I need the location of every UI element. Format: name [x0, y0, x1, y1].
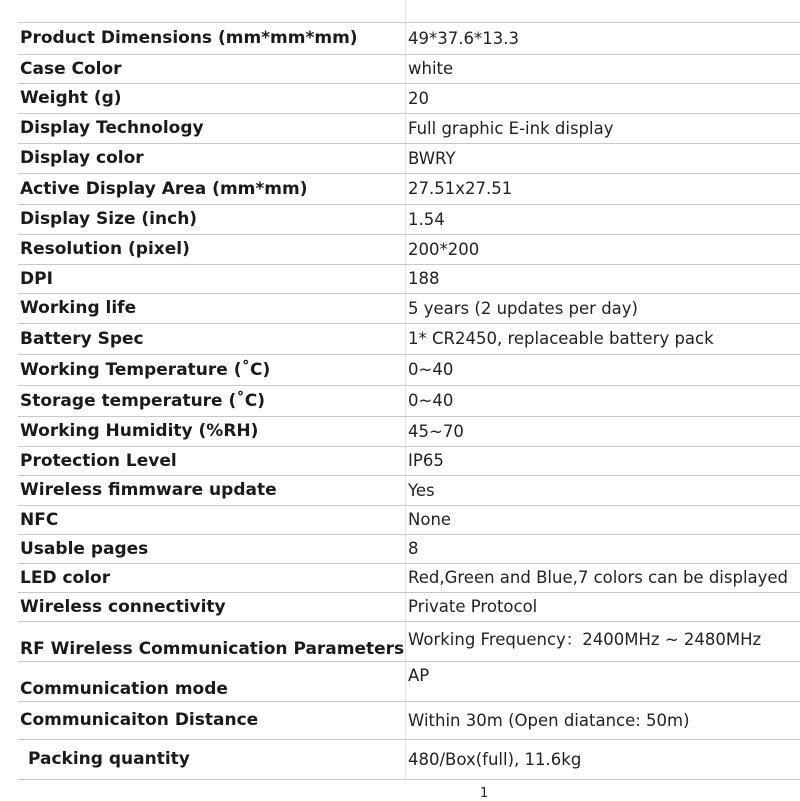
spec-label: LED color [18, 563, 406, 592]
spec-value: 8 [406, 534, 800, 563]
spec-value: 1* CR2450, replaceable battery pack [406, 323, 800, 354]
table-row [18, 0, 800, 22]
spec-value: white [406, 54, 800, 83]
page-number: 1 [480, 786, 489, 801]
spec-label: Battery Spec [18, 323, 406, 354]
table-row [18, 621, 800, 661]
spec-value [406, 0, 800, 22]
spec-label: Weight (g) [18, 83, 406, 113]
spec-label: Communication mode [18, 661, 406, 701]
table-row [18, 592, 800, 621]
spec-value: 0~40 [406, 385, 800, 416]
spec-label: DPI [18, 264, 406, 293]
spec-label: Protection Level [18, 446, 406, 475]
spec-value: Full graphic E-ink display [406, 113, 800, 143]
table-row [18, 505, 800, 534]
spec-label: RF Wireless Communication Parameters [18, 621, 406, 661]
spec-value: 200*200 [406, 234, 800, 264]
spec-label: Display Size (inch) [18, 204, 406, 234]
table-row [18, 475, 800, 505]
spec-value: Working Frequency：2400MHz ~ 2480MHz [406, 621, 800, 661]
spec-value: BWRY [406, 143, 800, 173]
spec-label: Active Display Area (mm*mm) [18, 173, 406, 204]
table-row [18, 446, 800, 475]
table-row [18, 204, 800, 234]
spec-value: 188 [406, 264, 800, 293]
table-row [18, 534, 800, 563]
spec-value: IP65 [406, 446, 800, 475]
table-row [18, 739, 800, 779]
spec-value: 1.54 [406, 204, 800, 234]
spec-value: 27.51x27.51 [406, 173, 800, 204]
table-row [18, 661, 800, 701]
spec-table [18, 0, 800, 780]
spec-label: Working Temperature (˚C) [18, 354, 406, 385]
spec-value: 480/Box(full), 11.6kg [406, 739, 800, 779]
spec-value: AP [406, 661, 800, 701]
spec-value: 45~70 [406, 416, 800, 446]
table-row [18, 234, 800, 264]
table-row [18, 83, 800, 113]
table-row [18, 701, 800, 739]
spec-label: Usable pages [18, 534, 406, 563]
spec-label: Working life [18, 293, 406, 323]
spec-value: 20 [406, 83, 800, 113]
spec-label: Packing quantity [18, 739, 406, 779]
table-row [18, 323, 800, 354]
spec-label: Case Color [18, 54, 406, 83]
spec-label: Communicaiton Distance [18, 701, 406, 739]
spec-value: Yes [406, 475, 800, 505]
table-row [18, 143, 800, 173]
table-row [18, 22, 800, 54]
table-row [18, 563, 800, 592]
spec-label [18, 0, 406, 22]
table-row [18, 293, 800, 323]
spec-label: Wireless fimmware update [18, 475, 406, 505]
spec-value: 0~40 [406, 354, 800, 385]
table-row [18, 54, 800, 83]
table-row [18, 354, 800, 385]
spec-value: 49*37.6*13.3 [406, 22, 800, 54]
spec-value: None [406, 505, 800, 534]
spec-value: Within 30m (Open diatance: 50m) [406, 701, 800, 739]
spec-label: Resolution (pixel) [18, 234, 406, 264]
spec-label: Display color [18, 143, 406, 173]
spec-label: Product Dimensions (mm*mm*mm) [18, 22, 406, 54]
table-row [18, 385, 800, 416]
spec-label: Working Humidity (%RH) [18, 416, 406, 446]
table-row [18, 264, 800, 293]
spec-label: Storage temperature (˚C) [18, 385, 406, 416]
spec-value: Red,Green and Blue,7 colors can be displayed [406, 563, 800, 592]
spec-label: Display Technology [18, 113, 406, 143]
spec-label: Wireless connectivity [18, 592, 406, 621]
table-row [18, 416, 800, 446]
spec-value: Private Protocol [406, 592, 800, 621]
spec-label: NFC [18, 505, 406, 534]
table-row [18, 113, 800, 143]
spec-value: 5 years (2 updates per day) [406, 293, 800, 323]
table-row [18, 173, 800, 204]
